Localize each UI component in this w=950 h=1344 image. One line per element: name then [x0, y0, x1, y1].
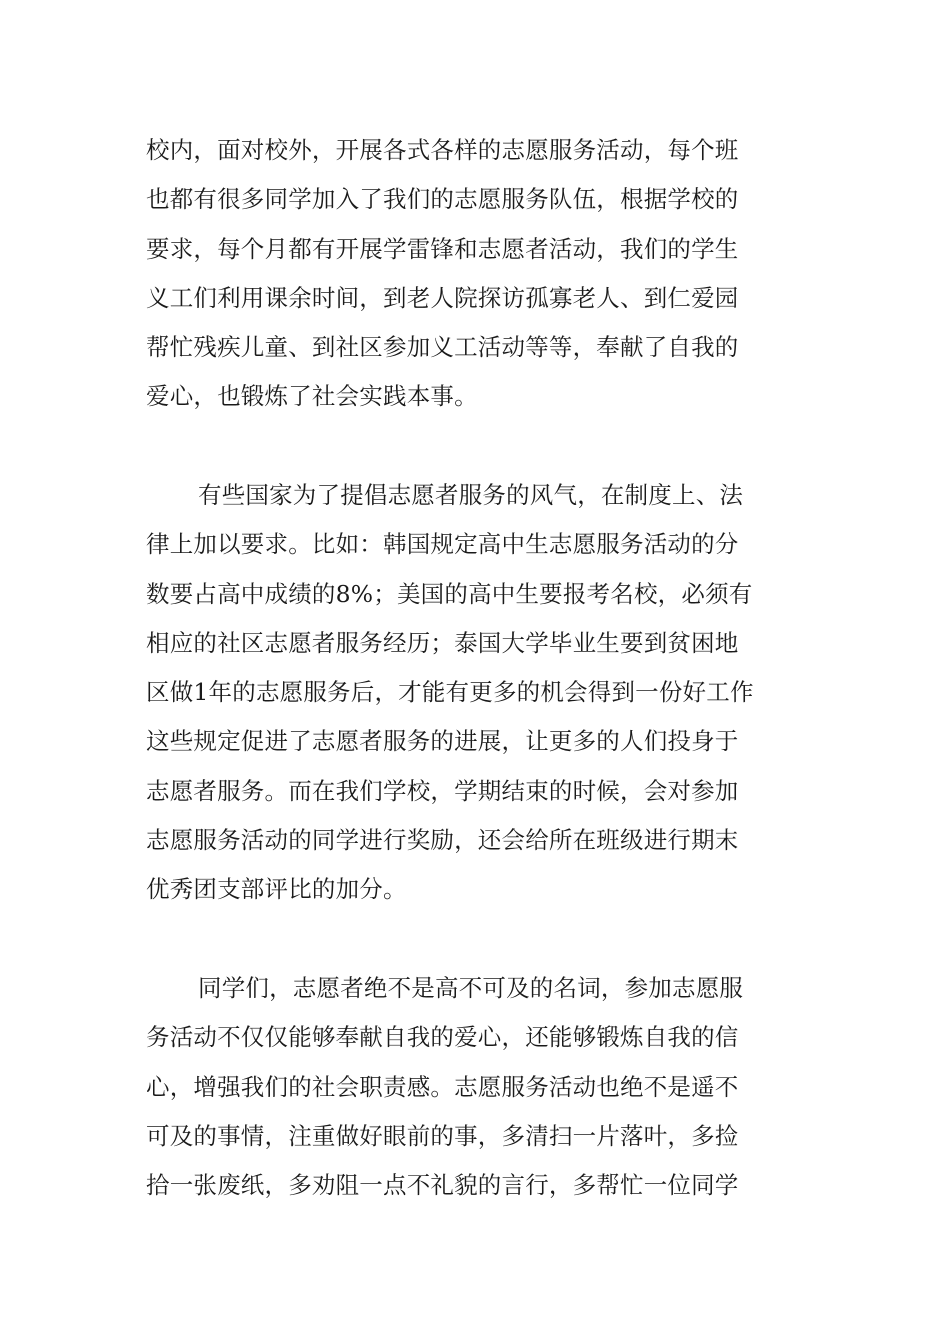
- text-line: 数要占高中成绩的8%；美国的高中生要报考名校，必须有: [146, 579, 753, 608]
- paragraph-3: [146, 964, 806, 1210]
- text-line: 志愿服务活动的同学进行奖励，还会给所在班级进行期末: [146, 826, 739, 855]
- text-line: 心，增强我们的社会职责感。志愿服务活动也绝不是遥不: [146, 1072, 739, 1101]
- text-line-first: 有些国家为了提倡志愿者服务的风气，在制度上、法: [198, 481, 744, 509]
- text-line: 校内，面对校外，开展各式各样的志愿服务活动，每个班: [146, 136, 739, 164]
- paragraph-1: [146, 126, 806, 422]
- text-line: 律上加以要求。比如：韩国规定高中生志愿服务活动的分: [146, 530, 739, 559]
- text-line: 要求，每个月都有开展学雷锋和志愿者活动，我们的学生: [146, 234, 739, 263]
- text-line: 优秀团支部评比的加分。: [146, 875, 407, 904]
- text-line: 拾一张废纸，多劝阻一点不礼貌的言行，多帮忙一位同学: [146, 1171, 739, 1200]
- text-line-first: 同学们，志愿者绝不是高不可及的名词，参加志愿服: [198, 974, 744, 1002]
- text-line: 义工们利用课余时间，到老人院探访孤寡老人、到仁爱园: [146, 283, 739, 312]
- text-line: 区做1年的志愿服务后，才能有更多的机会得到一份好工作: [146, 678, 754, 707]
- text-line: 相应的社区志愿者服务经历；泰国大学毕业生要到贫困地: [146, 628, 739, 657]
- text-line: 可及的事情，注重做好眼前的事，多清扫一片落叶，多捡: [146, 1121, 739, 1150]
- text-line: 务活动不仅仅能够奉献自我的爱心，还能够锻炼自我的信: [146, 1023, 739, 1052]
- text-line: 志愿者服务。而在我们学校，学期结束的时候，会对参加: [146, 776, 739, 805]
- paragraph-2: [146, 471, 806, 915]
- text-line: 帮忙残疾儿童、到社区参加义工活动等等，奉献了自我的: [146, 333, 739, 362]
- text-line: 这些规定促进了志愿者服务的进展，让更多的人们投身于: [146, 727, 739, 756]
- text-line: 也都有很多同学加入了我们的志愿服务队伍，根据学校的: [146, 185, 739, 214]
- text-line: 爱心，也锻炼了社会实践本事。: [146, 382, 478, 411]
